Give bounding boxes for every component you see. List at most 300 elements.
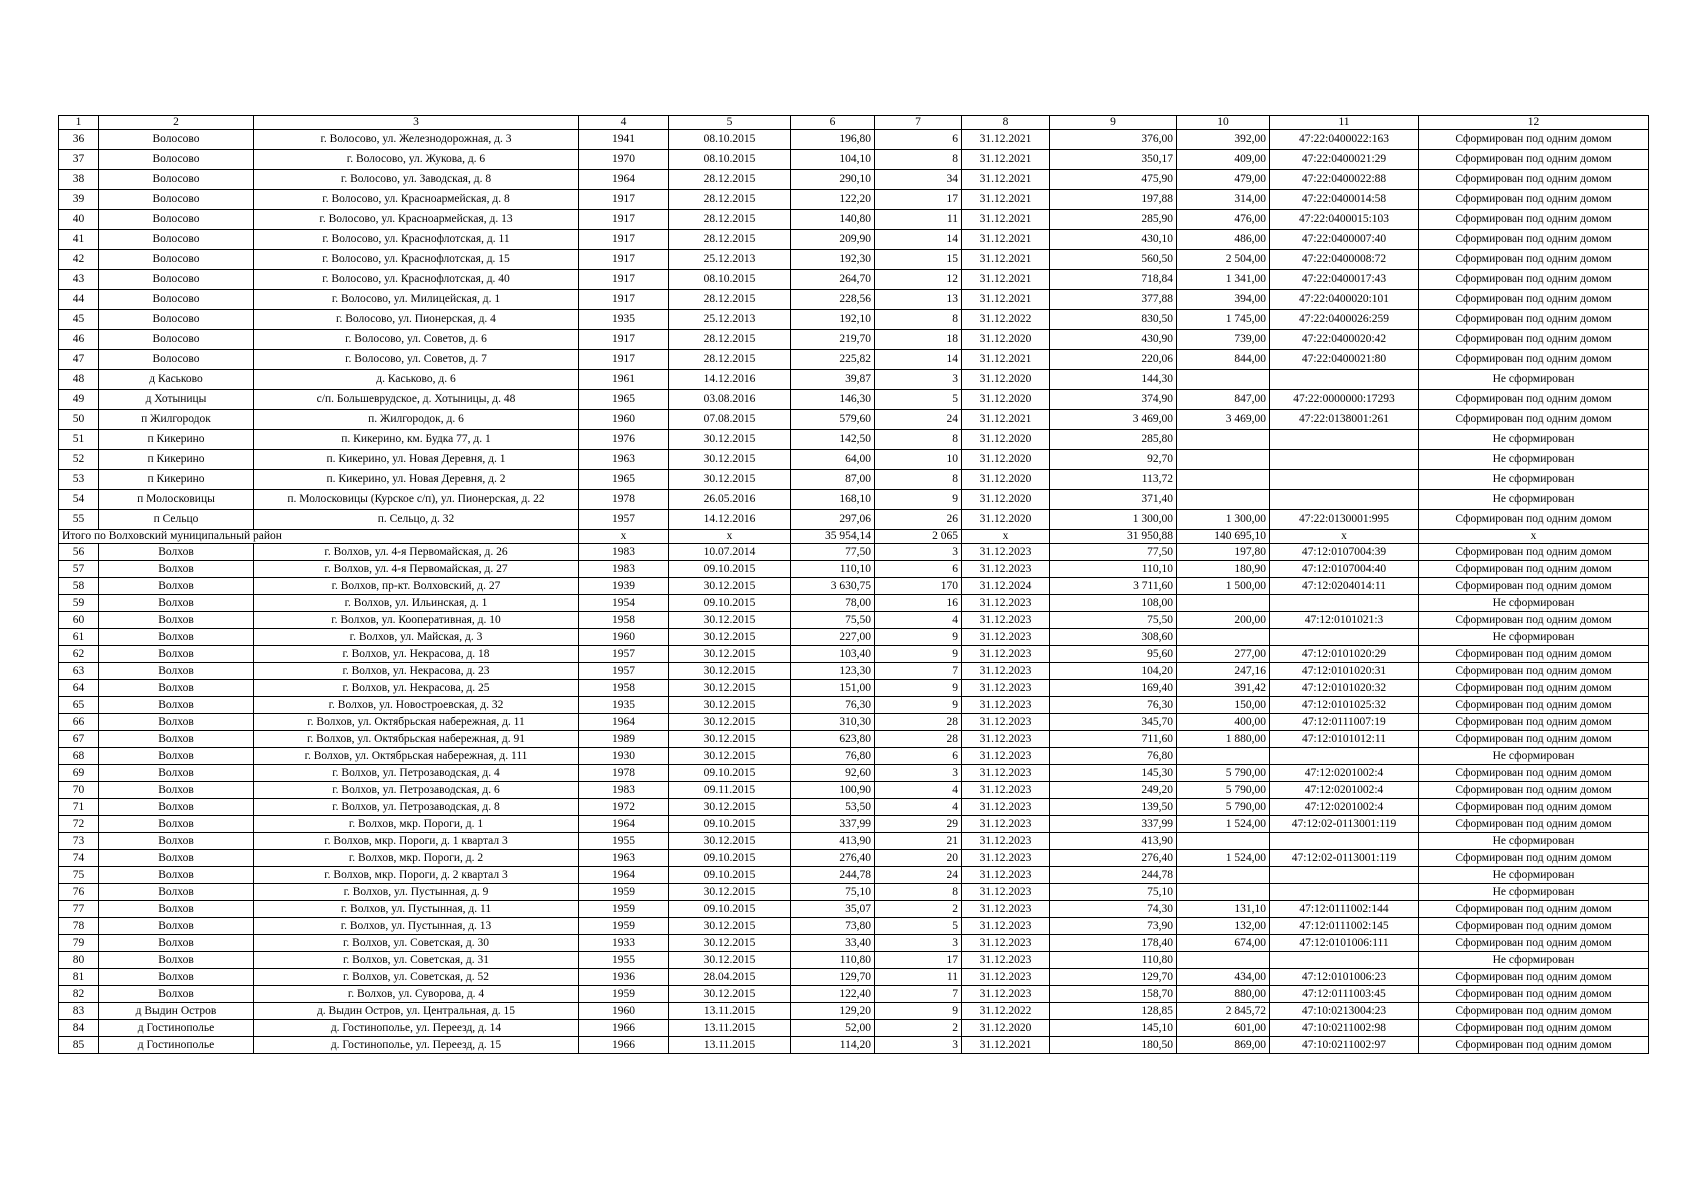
cell-cadastral-number: 47:12:0111002:145: [1270, 918, 1419, 935]
cell-settlement: д Выдин Остров: [99, 1003, 254, 1020]
cell-deadline: 31.12.2023: [962, 561, 1050, 578]
cell-build-year: 1957: [579, 510, 669, 530]
cell-value-9: 308,60: [1050, 629, 1177, 646]
cell-row-number: 55: [59, 510, 99, 530]
cell-row-number: 41: [59, 230, 99, 250]
column-header: 8: [962, 116, 1050, 130]
cell-row-number: 70: [59, 782, 99, 799]
table-row: [59, 952, 1649, 969]
cell-count: 6: [875, 130, 962, 150]
cell-count: 34: [875, 170, 962, 190]
table-row: [59, 697, 1649, 714]
cell-row-number: 76: [59, 884, 99, 901]
cell-status: Сформирован под одним домом: [1419, 816, 1649, 833]
cell-deadline: 31.12.2021: [962, 1037, 1050, 1054]
cell-settlement: п Кикерино: [99, 450, 254, 470]
cell-status: Сформирован под одним домом: [1419, 150, 1649, 170]
cell-value-10: 247,16: [1177, 663, 1270, 680]
cell-value-10: 1 500,00: [1177, 578, 1270, 595]
cell-status: Сформирован под одним домом: [1419, 731, 1649, 748]
cell-deadline: 31.12.2023: [962, 986, 1050, 1003]
table-row: [59, 270, 1649, 290]
cell-deadline: 31.12.2021: [962, 210, 1050, 230]
cell-area: 110,10: [791, 561, 875, 578]
cell-date: 13.11.2015: [669, 1020, 791, 1037]
cell-build-year: 1978: [579, 490, 669, 510]
cell-address: г. Волхов, ул. Кооперативная, д. 10: [254, 612, 579, 629]
cell-address: г. Волхов, пр-кт. Волховский, д. 27: [254, 578, 579, 595]
cell-cadastral-number: 47:12:0101021:3: [1270, 612, 1419, 629]
cell-build-year: 1917: [579, 250, 669, 270]
cell-value-10: [1177, 370, 1270, 390]
cell-status: Сформирован под одним домом: [1419, 350, 1649, 370]
cell-build-year: 1933: [579, 935, 669, 952]
cell-row-number: 56: [59, 544, 99, 561]
cell-value-9: 110,10: [1050, 561, 1177, 578]
cell-settlement: Волосово: [99, 250, 254, 270]
cell-status: Сформирован под одним домом: [1419, 410, 1649, 430]
cell-count: 9: [875, 680, 962, 697]
table-row: [59, 782, 1649, 799]
total-cell: x: [669, 530, 791, 544]
cell-date: 10.07.2014: [669, 544, 791, 561]
cell-deadline: 31.12.2023: [962, 884, 1050, 901]
cell-value-9: 75,50: [1050, 612, 1177, 629]
table-row: [59, 1037, 1649, 1054]
cell-area: 33,40: [791, 935, 875, 952]
cell-status: Сформирован под одним домом: [1419, 918, 1649, 935]
cell-status: Сформирован под одним домом: [1419, 544, 1649, 561]
cell-area: 76,80: [791, 748, 875, 765]
cell-address: п. Кикерино, км. Будка 77, д. 1: [254, 430, 579, 450]
cell-build-year: 1972: [579, 799, 669, 816]
cell-row-number: 85: [59, 1037, 99, 1054]
column-header: 2: [99, 116, 254, 130]
cell-value-10: 131,10: [1177, 901, 1270, 918]
cell-date: 25.12.2013: [669, 310, 791, 330]
cell-count: 7: [875, 986, 962, 1003]
cell-date: 30.12.2015: [669, 663, 791, 680]
cell-count: 21: [875, 833, 962, 850]
cell-deadline: 31.12.2023: [962, 799, 1050, 816]
cell-row-number: 60: [59, 612, 99, 629]
table-row: [59, 765, 1649, 782]
cell-status: Сформирован под одним домом: [1419, 986, 1649, 1003]
column-header: 3: [254, 116, 579, 130]
cell-deadline: 31.12.2023: [962, 714, 1050, 731]
cell-cadastral-number: 47:12:0204014:11: [1270, 578, 1419, 595]
total-cell: x: [579, 530, 669, 544]
table-row: [59, 250, 1649, 270]
cell-value-10: 739,00: [1177, 330, 1270, 350]
cell-date: 28.12.2015: [669, 210, 791, 230]
cell-area: 103,40: [791, 646, 875, 663]
cell-area: 114,20: [791, 1037, 875, 1054]
cell-count: 9: [875, 646, 962, 663]
cell-value-10: 314,00: [1177, 190, 1270, 210]
cell-date: 28.12.2015: [669, 230, 791, 250]
cell-area: 123,30: [791, 663, 875, 680]
cell-value-10: [1177, 629, 1270, 646]
cell-value-9: 180,50: [1050, 1037, 1177, 1054]
cell-deadline: 31.12.2023: [962, 680, 1050, 697]
cell-row-number: 47: [59, 350, 99, 370]
cell-row-number: 52: [59, 450, 99, 470]
table-row: [59, 884, 1649, 901]
cell-count: 20: [875, 850, 962, 867]
cell-count: 6: [875, 561, 962, 578]
cell-cadastral-number: [1270, 952, 1419, 969]
cell-count: 4: [875, 612, 962, 629]
cell-build-year: 1963: [579, 850, 669, 867]
cell-deadline: 31.12.2023: [962, 765, 1050, 782]
cell-value-9: 158,70: [1050, 986, 1177, 1003]
cell-row-number: 68: [59, 748, 99, 765]
cell-area: 264,70: [791, 270, 875, 290]
cell-row-number: 78: [59, 918, 99, 935]
cell-row-number: 84: [59, 1020, 99, 1037]
cell-value-9: 92,70: [1050, 450, 1177, 470]
cell-address: г. Волхов, ул. Петрозаводская, д. 8: [254, 799, 579, 816]
cell-area: 227,00: [791, 629, 875, 646]
cell-deadline: 31.12.2020: [962, 490, 1050, 510]
cell-value-10: [1177, 490, 1270, 510]
cell-build-year: 1983: [579, 561, 669, 578]
cell-row-number: 48: [59, 370, 99, 390]
cell-status: Сформирован под одним домом: [1419, 1037, 1649, 1054]
cell-value-10: [1177, 595, 1270, 612]
total-cell: 35 954,14: [791, 530, 875, 544]
cell-build-year: 1935: [579, 697, 669, 714]
cell-area: 3 630,75: [791, 578, 875, 595]
cell-area: 225,82: [791, 350, 875, 370]
cell-cadastral-number: 47:22:0400020:101: [1270, 290, 1419, 310]
cell-count: 8: [875, 884, 962, 901]
cell-cadastral-number: [1270, 370, 1419, 390]
table-row: [59, 731, 1649, 748]
cell-address: г. Волхов, ул. Советская, д. 31: [254, 952, 579, 969]
table-row: [59, 190, 1649, 210]
cell-deadline: 31.12.2020: [962, 370, 1050, 390]
cell-settlement: Волхов: [99, 901, 254, 918]
cell-settlement: д Гостинополье: [99, 1037, 254, 1054]
table-row: [59, 470, 1649, 490]
table-row: [59, 986, 1649, 1003]
cell-build-year: 1917: [579, 290, 669, 310]
cell-date: 30.12.2015: [669, 680, 791, 697]
cell-cadastral-number: 47:12:0101025:32: [1270, 697, 1419, 714]
cell-status: Не сформирован: [1419, 952, 1649, 969]
table-row: [59, 370, 1649, 390]
cell-settlement: Волхов: [99, 986, 254, 1003]
cell-status: Не сформирован: [1419, 450, 1649, 470]
cell-value-9: 830,50: [1050, 310, 1177, 330]
cell-count: 6: [875, 748, 962, 765]
cell-date: 30.12.2015: [669, 646, 791, 663]
table-row: [59, 561, 1649, 578]
table-row: [59, 935, 1649, 952]
cell-build-year: 1961: [579, 370, 669, 390]
cell-status: Не сформирован: [1419, 490, 1649, 510]
cell-date: 28.12.2015: [669, 350, 791, 370]
cell-status: Сформирован под одним домом: [1419, 190, 1649, 210]
cell-value-9: 244,78: [1050, 867, 1177, 884]
cell-count: 3: [875, 765, 962, 782]
cell-value-9: 75,10: [1050, 884, 1177, 901]
cell-area: 219,70: [791, 330, 875, 350]
cell-cadastral-number: [1270, 867, 1419, 884]
total-cell: x: [1270, 530, 1419, 544]
cell-build-year: 1941: [579, 130, 669, 150]
column-header: 9: [1050, 116, 1177, 130]
cell-status: Сформирован под одним домом: [1419, 1003, 1649, 1020]
cell-area: 78,00: [791, 595, 875, 612]
cell-deadline: 31.12.2021: [962, 290, 1050, 310]
cell-area: 228,56: [791, 290, 875, 310]
table-row: [59, 330, 1649, 350]
cell-cadastral-number: 47:12:0101006:111: [1270, 935, 1419, 952]
cell-address: г. Волхов, ул. Майская, д. 3: [254, 629, 579, 646]
cell-area: 77,50: [791, 544, 875, 561]
cell-deadline: 31.12.2020: [962, 450, 1050, 470]
cell-area: 337,99: [791, 816, 875, 833]
cell-settlement: п Кикерино: [99, 430, 254, 450]
cell-count: 5: [875, 390, 962, 410]
cell-row-number: 81: [59, 969, 99, 986]
cell-area: 140,80: [791, 210, 875, 230]
cell-deadline: 31.12.2020: [962, 330, 1050, 350]
cell-date: 14.12.2016: [669, 370, 791, 390]
table-row: [59, 833, 1649, 850]
cell-build-year: 1959: [579, 884, 669, 901]
cell-deadline: 31.12.2023: [962, 833, 1050, 850]
table-row: [59, 816, 1649, 833]
cell-row-number: 80: [59, 952, 99, 969]
cell-area: 53,50: [791, 799, 875, 816]
table-row: [59, 130, 1649, 150]
cell-row-number: 49: [59, 390, 99, 410]
cell-status: Сформирован под одним домом: [1419, 1020, 1649, 1037]
cell-cadastral-number: 47:12:0201002:4: [1270, 799, 1419, 816]
cell-settlement: Волосово: [99, 270, 254, 290]
cell-settlement: Волхов: [99, 561, 254, 578]
cell-deadline: 31.12.2023: [962, 867, 1050, 884]
cell-settlement: Волхов: [99, 544, 254, 561]
cell-address: г. Волосово, ул. Краснофлотская, д. 40: [254, 270, 579, 290]
cell-address: г. Волхов, мкр. Пороги, д. 1: [254, 816, 579, 833]
cell-settlement: Волхов: [99, 697, 254, 714]
cell-value-10: [1177, 867, 1270, 884]
cell-count: 4: [875, 799, 962, 816]
cell-value-9: 371,40: [1050, 490, 1177, 510]
cell-area: 623,80: [791, 731, 875, 748]
cell-value-10: 1 524,00: [1177, 816, 1270, 833]
cell-count: 2: [875, 1020, 962, 1037]
cell-settlement: Волосово: [99, 130, 254, 150]
cell-row-number: 46: [59, 330, 99, 350]
cell-row-number: 67: [59, 731, 99, 748]
cell-settlement: д Гостинополье: [99, 1020, 254, 1037]
cell-area: 35,07: [791, 901, 875, 918]
cell-date: 08.10.2015: [669, 150, 791, 170]
cell-value-9: 718,84: [1050, 270, 1177, 290]
cell-count: 11: [875, 210, 962, 230]
cell-value-9: 377,88: [1050, 290, 1177, 310]
cell-value-10: 434,00: [1177, 969, 1270, 986]
cell-count: 8: [875, 310, 962, 330]
cell-status: Сформирован под одним домом: [1419, 210, 1649, 230]
cell-value-9: 3 469,00: [1050, 410, 1177, 430]
table-row: [59, 867, 1649, 884]
cell-row-number: 43: [59, 270, 99, 290]
cell-row-number: 62: [59, 646, 99, 663]
cell-row-number: 57: [59, 561, 99, 578]
table-row: [59, 850, 1649, 867]
cell-cadastral-number: 47:10:0213004:23: [1270, 1003, 1419, 1020]
cell-address: г. Волхов, ул. Советская, д. 52: [254, 969, 579, 986]
cell-cadastral-number: [1270, 490, 1419, 510]
cell-cadastral-number: 47:12:0101006:23: [1270, 969, 1419, 986]
cell-area: 244,78: [791, 867, 875, 884]
cell-area: 76,30: [791, 697, 875, 714]
cell-cadastral-number: 47:12:0107004:39: [1270, 544, 1419, 561]
cell-build-year: 1958: [579, 680, 669, 697]
cell-deadline: 31.12.2023: [962, 918, 1050, 935]
cell-count: 170: [875, 578, 962, 595]
cell-row-number: 72: [59, 816, 99, 833]
cell-deadline: 31.12.2023: [962, 612, 1050, 629]
cell-date: 07.08.2015: [669, 410, 791, 430]
cell-value-9: 139,50: [1050, 799, 1177, 816]
table-row: [59, 646, 1649, 663]
cell-build-year: 1959: [579, 986, 669, 1003]
cell-value-10: 601,00: [1177, 1020, 1270, 1037]
cell-address: г. Волхов, ул. Новостроевская, д. 32: [254, 697, 579, 714]
cell-status: Сформирован под одним домом: [1419, 714, 1649, 731]
cell-settlement: Волосово: [99, 310, 254, 330]
cell-status: Не сформирован: [1419, 370, 1649, 390]
cell-area: 310,30: [791, 714, 875, 731]
cell-date: 28.12.2015: [669, 170, 791, 190]
table-body: [59, 116, 1649, 1054]
cell-date: 30.12.2015: [669, 578, 791, 595]
cell-count: 3: [875, 1037, 962, 1054]
table-row: [59, 680, 1649, 697]
cell-cadastral-number: 47:22:0400007:40: [1270, 230, 1419, 250]
table-row: [59, 170, 1649, 190]
column-header: 4: [579, 116, 669, 130]
cell-area: 92,60: [791, 765, 875, 782]
cell-build-year: 1936: [579, 969, 669, 986]
cell-status: Сформирован под одним домом: [1419, 663, 1649, 680]
cell-row-number: 75: [59, 867, 99, 884]
cell-deadline: 31.12.2024: [962, 578, 1050, 595]
cell-value-10: 1 300,00: [1177, 510, 1270, 530]
cell-area: 122,40: [791, 986, 875, 1003]
cell-status: Сформирован под одним домом: [1419, 782, 1649, 799]
cell-deadline: 31.12.2021: [962, 170, 1050, 190]
cell-settlement: Волхов: [99, 595, 254, 612]
column-header: 11: [1270, 116, 1419, 130]
cell-deadline: 31.12.2020: [962, 510, 1050, 530]
cell-cadastral-number: 47:22:0400022:88: [1270, 170, 1419, 190]
cell-address: д. Выдин Остров, ул. Центральная, д. 15: [254, 1003, 579, 1020]
cell-status: Сформирован под одним домом: [1419, 850, 1649, 867]
cell-area: 192,10: [791, 310, 875, 330]
cell-date: 30.12.2015: [669, 799, 791, 816]
cell-row-number: 59: [59, 595, 99, 612]
cell-value-10: 391,42: [1177, 680, 1270, 697]
cell-build-year: 1983: [579, 544, 669, 561]
cell-address: г. Волхов, ул. Некрасова, д. 23: [254, 663, 579, 680]
cell-count: 11: [875, 969, 962, 986]
cell-row-number: 53: [59, 470, 99, 490]
table-row: [59, 230, 1649, 250]
cell-address: г. Волхов, ул. Октябрьская набережная, д. 11: [254, 714, 579, 731]
cell-row-number: 74: [59, 850, 99, 867]
cell-address: г. Волосово, ул. Красноармейская, д. 8: [254, 190, 579, 210]
cell-count: 9: [875, 1003, 962, 1020]
cell-cadastral-number: 47:22:0130001:995: [1270, 510, 1419, 530]
cell-count: 29: [875, 816, 962, 833]
cell-area: 122,20: [791, 190, 875, 210]
cell-address: п. Жилгородок, д. 6: [254, 410, 579, 430]
cell-settlement: Волосово: [99, 230, 254, 250]
cell-status: Сформирован под одним домом: [1419, 270, 1649, 290]
table-row: [59, 629, 1649, 646]
cell-cadastral-number: [1270, 470, 1419, 490]
cell-value-10: 394,00: [1177, 290, 1270, 310]
cell-deadline: 31.12.2023: [962, 646, 1050, 663]
cell-value-10: 180,90: [1177, 561, 1270, 578]
cell-row-number: 38: [59, 170, 99, 190]
cell-row-number: 51: [59, 430, 99, 450]
cell-date: 30.12.2015: [669, 986, 791, 1003]
cell-build-year: 1917: [579, 210, 669, 230]
cell-value-9: 376,00: [1050, 130, 1177, 150]
cell-row-number: 40: [59, 210, 99, 230]
cell-date: 09.10.2015: [669, 816, 791, 833]
cell-count: 5: [875, 918, 962, 935]
cell-area: 75,50: [791, 612, 875, 629]
cell-count: 9: [875, 629, 962, 646]
cell-area: 151,00: [791, 680, 875, 697]
column-header: 1: [59, 116, 99, 130]
cell-row-number: 66: [59, 714, 99, 731]
cell-address: г. Волхов, ул. 4-я Первомайская, д. 27: [254, 561, 579, 578]
cell-value-9: 128,85: [1050, 1003, 1177, 1020]
cell-address: г. Волхов, ул. Пустынная, д. 9: [254, 884, 579, 901]
cell-date: 14.12.2016: [669, 510, 791, 530]
cell-status: Сформирован под одним домом: [1419, 330, 1649, 350]
cell-value-10: [1177, 833, 1270, 850]
column-header: 10: [1177, 116, 1270, 130]
cell-value-10: 5 790,00: [1177, 765, 1270, 782]
cell-value-10: 392,00: [1177, 130, 1270, 150]
cell-address: п. Сельцо, д. 32: [254, 510, 579, 530]
cell-deadline: 31.12.2020: [962, 470, 1050, 490]
cell-area: 39,87: [791, 370, 875, 390]
table-row: [59, 350, 1649, 370]
cell-settlement: Волхов: [99, 799, 254, 816]
cell-value-9: 430,10: [1050, 230, 1177, 250]
column-number-row: [59, 116, 1649, 130]
cell-settlement: Волхов: [99, 680, 254, 697]
cell-address: п. Молосковицы (Курское с/п), ул. Пионерская, д. 22: [254, 490, 579, 510]
cell-address: г. Волосово, ул. Железнодорожная, д. 3: [254, 130, 579, 150]
table-row: [59, 430, 1649, 450]
cell-status: Сформирован под одним домом: [1419, 170, 1649, 190]
